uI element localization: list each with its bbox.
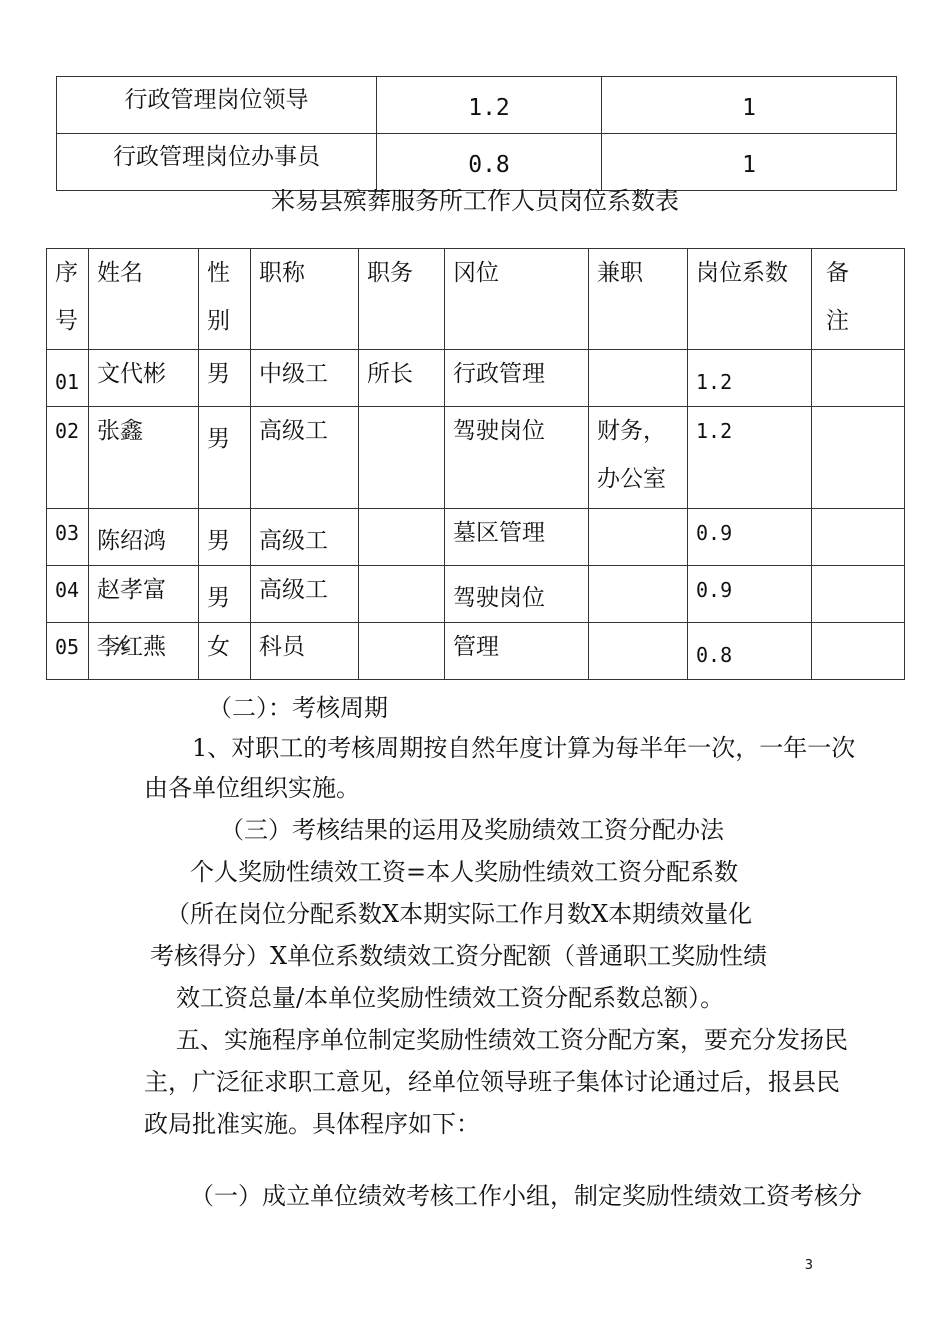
gender-cell: 男 [199,509,251,566]
duty-cell [359,566,445,623]
page-number: 3 [804,1258,813,1273]
title-cell: 科员 [251,623,359,680]
header-note-line2: 注 [826,308,849,334]
staff-coefficient-table [46,248,905,680]
gender-cell: 女 [199,623,251,680]
title-cell: 高级工 [251,407,359,509]
paragraph-cycle-desc-line1: 1、对职工的考核周期按自然年度计算为每半年一次，一年一次 [192,734,856,762]
gender-cell: 男 [199,566,251,623]
paragraph-results-heading: （三）考核结果的运用及奖励绩效工资分配办法 [220,816,724,844]
coefficient-cell: 0.8 [688,623,812,680]
note-cell [812,350,905,407]
table-row [47,407,905,509]
parttime-cell [589,623,688,680]
title-cell: 高级工 [251,509,359,566]
title-cell: 中级工 [251,350,359,407]
paragraph-procedure-line2: 主，广泛征求职工意见，经单位领导班子集体讨论通过后，报县民 [144,1068,840,1096]
stray-mark-icon [110,638,134,656]
post-cell: 管理 [445,623,589,680]
post-cell: 驾驶岗位 [445,407,589,509]
post-cell: 驾驶岗位 [445,566,589,623]
table-row [47,509,905,566]
name-cell: 文代彬 [89,350,199,407]
name-cell: 陈绍鸿 [89,509,199,566]
seq-cell: 04 [47,566,89,623]
duty-cell [359,623,445,680]
note-cell [812,623,905,680]
gender-cell: 男 [199,350,251,407]
post-cell: 墓区管理 [445,509,589,566]
paragraph-assessment-cycle: （二）：考核周期 [208,694,388,722]
table-row [47,623,905,680]
title-cell: 高级工 [251,566,359,623]
coefficient-cell: 0.9 [688,566,812,623]
role-cell: 行政管理岗位办事员 [57,134,377,191]
header-seq [47,249,89,350]
header-seq-line1: 序 [55,260,78,286]
paragraph-formula-line1: 个人奖励性绩效工资=本人奖励性绩效工资分配系数 [190,858,739,886]
table-row [57,77,897,134]
table-row [47,566,905,623]
coefficient-cell: 0.8 [377,134,602,191]
parttime-cell [589,350,688,407]
note-cell [812,566,905,623]
header-gender [199,249,251,350]
parttime-cell [589,566,688,623]
paragraph-cycle-desc-line2: 由各单位组织实施。 [144,774,360,802]
post-cell: 行政管理 [445,350,589,407]
parttime-cell: 财务，办公室 [589,407,688,509]
coefficient-cell: 1.2 [377,77,602,134]
ratio-cell: 1 [602,77,897,134]
seq-cell: 01 [47,350,89,407]
header-coefficient: 岗位系数 [688,249,812,350]
header-note-line1: 备 [826,260,849,286]
header-post: 冈位 [445,249,589,350]
header-title: 职称 [251,249,359,350]
seq-cell: 03 [47,509,89,566]
header-gender-line1: 性 [207,260,230,286]
paragraph-formula-line2: （所在岗位分配系数X本期实际工作月数X本期绩效量化 [166,900,753,928]
header-row [47,249,905,350]
table-title: 米易县殡葬服务所工作人员岗位系数表 [271,187,679,215]
duty-cell: 所长 [359,350,445,407]
header-duty: 职务 [359,249,445,350]
paragraph-formula-line3: 考核得分）X单位系数绩效工资分配额（普通职工奖励性绩 [150,942,768,970]
name-cell: 赵孝富 [89,566,199,623]
header-name: 姓名 [89,249,199,350]
parttime-cell [589,509,688,566]
header-note [812,249,905,350]
role-cell: 行政管理岗位领导 [57,77,377,134]
note-cell [812,509,905,566]
ratio-cell: 1 [602,134,897,191]
coefficient-cell: 1.2 [688,350,812,407]
paragraph-formula-line4: 效工资总量/本单位奖励性绩效工资分配系数总额）。 [176,984,725,1012]
header-parttime: 兼职 [589,249,688,350]
paragraph-procedure-line3: 政局批准实施。具体程序如下： [144,1110,480,1138]
note-cell [812,407,905,509]
seq-cell: 02 [47,407,89,509]
table-row [47,350,905,407]
position-coefficient-summary-table [56,76,897,191]
seq-cell: 05 [47,623,89,680]
header-seq-line2: 号 [55,308,78,334]
paragraph-step-one: （一）成立单位绩效考核工作小组，制定奖励性绩效工资考核分 [190,1182,862,1210]
coefficient-cell: 0.9 [688,509,812,566]
gender-cell: 男 [199,407,251,509]
name-cell: 张鑫 [89,407,199,509]
name-cell: 李红燕 [89,623,199,680]
coefficient-cell: 1.2 [688,407,812,509]
duty-cell [359,407,445,509]
paragraph-procedure-line1: 五、实施程序单位制定奖励性绩效工资分配方案，要充分发扬民 [176,1026,848,1054]
duty-cell [359,509,445,566]
header-gender-line2: 别 [207,308,230,334]
